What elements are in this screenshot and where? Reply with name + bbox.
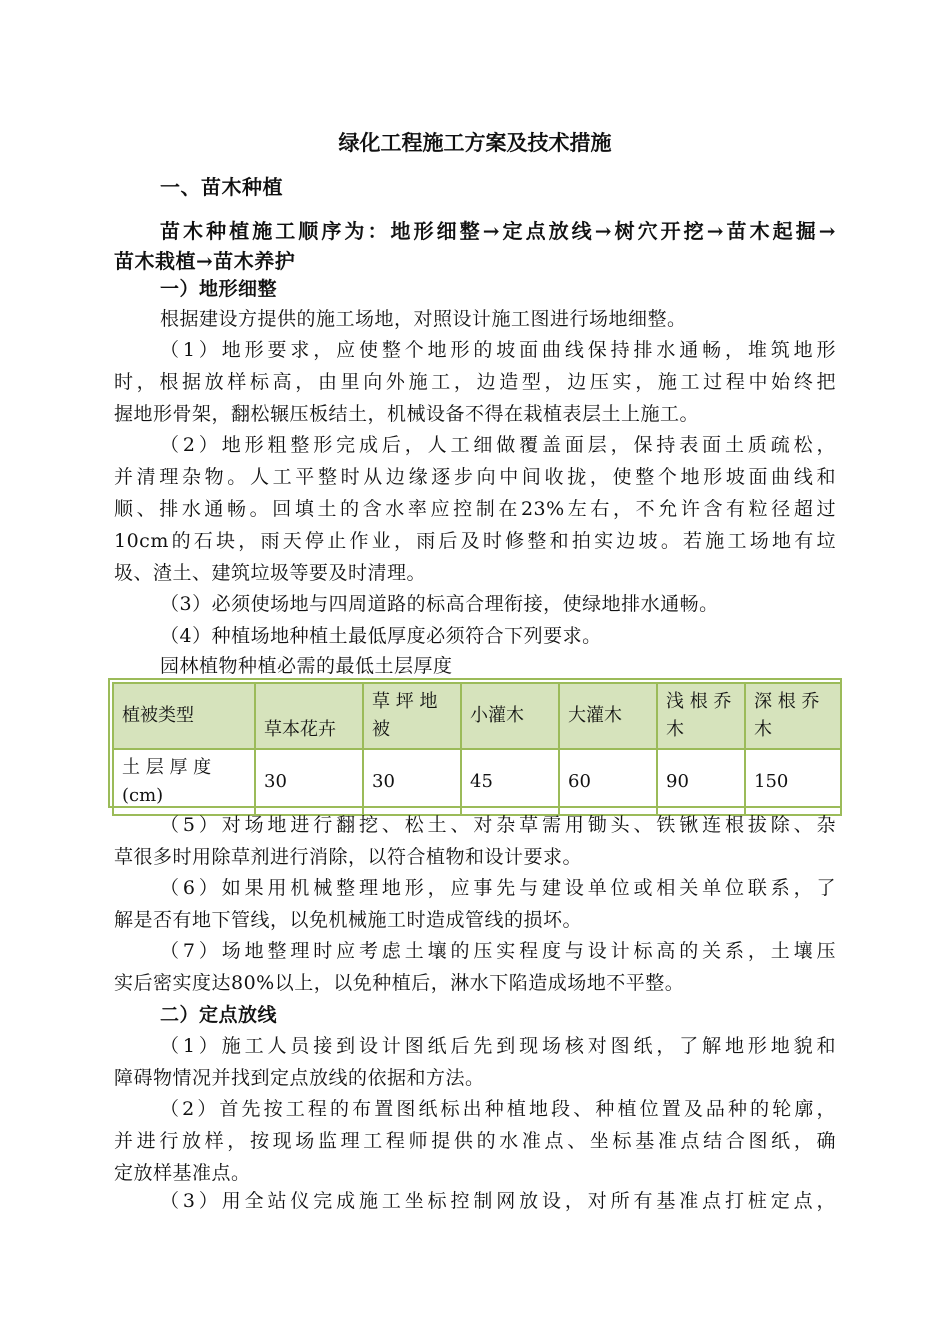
header-vegetation-type: 植被类型 [113,683,255,749]
header-small-shrub: 小灌木 [461,683,559,749]
table-caption: 园林植物种植必需的最低土层厚度 [160,655,453,677]
paragraph-2-line-4: 10cm的石块，雨天停止作业，雨后及时修整和拍实边坡。若施工场地有垃 [114,530,836,552]
paragraph-6-line-2: 解是否有地下管线，以免机械施工时造成管线的损坏。 [114,909,583,931]
stakeout-paragraph-2-line-1: （2）首先按工程的布置图纸标出种植地段、种植位置及品种的轮廓， [160,1098,836,1120]
paragraph-7-line-1: （7）场地整理时应考虑土壤的压实程度与设计标高的关系，土壤压 [160,940,836,962]
document-title: 绿化工程施工方案及技术措施 [338,130,612,155]
stakeout-paragraph-3-line-1: （3）用全站仪完成施工坐标控制网放设，对所有基准点打桩定点， [160,1190,836,1212]
paragraph-1-line-3: 握地形骨架，翻松辗压板结土，机械设备不得在栽植表层土上施工。 [114,403,700,425]
paragraph-2-line-5: 圾、渣土、建筑垃圾等要及时清理。 [114,562,427,584]
header-large-shrub: 大灌木 [559,683,657,749]
header-deep-root-tree: 深 根 乔 木 [745,683,841,749]
paragraph-2-line-1: （2）地形粗整形完成后，人工细做覆盖面层，保持表面土质疏松， [160,434,836,456]
header-lawn-cover: 草 坪 地 被 [363,683,461,749]
stakeout-paragraph-1-line-2: 障碍物情况并找到定点放线的依据和方法。 [114,1067,485,1089]
header-shallow-root-tree: 浅 根 乔 木 [657,683,745,749]
table-cell: 30 [363,749,461,815]
paragraph-7-line-2: 实后密实度达80%以上，以免种植后，淋水下陷造成场地不平整。 [114,972,685,994]
paragraph-2-line-2: 并清理杂物。人工平整时从边缘逐步向中间收拢，使整个地形坡面曲线和 [114,466,836,488]
table-header-row [113,683,841,749]
table-cell: 30 [255,749,363,815]
subsection-heading-terrain: 一）地形细整 [160,278,278,300]
paragraph-2-line-3: 顺、排水通畅。回填土的含水率应控制在23%左右，不允许含有粒径超过 [114,498,836,520]
paragraph-5-line-1: （5）对场地进行翻挖、松土、对杂草需用锄头、铁锹连根拔除、杂 [160,814,836,836]
table-cell: 45 [461,749,559,815]
paragraph-1-line-2: 时，根据放样标高，由里向外施工，边造型，边压实，施工过程中始终把 [114,371,836,393]
table-cell: 150 [745,749,841,815]
paragraph-5-line-2: 草很多时用除草剂进行消除，以符合植物和设计要求。 [114,846,583,868]
header-herbaceous-flowers: 草本花卉 [255,683,363,749]
paragraph-4: （4）种植场地种植土最低厚度必须符合下列要求。 [160,625,602,647]
planting-sequence-line-1: 苗木种植施工顺序为：地形细整→定点放线→树穴开挖→苗木起掘→ [160,219,836,243]
table-cell: 60 [559,749,657,815]
paragraph-1-line-1: （1）地形要求，应使整个地形的坡面曲线保持排水通畅，堆筑地形 [160,339,836,361]
stakeout-paragraph-2-line-2: 并进行放样，按现场监理工程师提供的水准点、坐标基准点结合图纸，确 [114,1130,836,1152]
paragraph-3: （3）必须使场地与四周道路的标高合理衔接，使绿地排水通畅。 [160,593,719,615]
paragraph-6-line-1: （6）如果用机械整理地形，应事先与建设单位或相关单位联系，了 [160,877,836,899]
section-heading-seedling-planting: 一、苗木种植 [160,175,283,199]
soil-thickness-table [112,682,842,816]
planting-sequence-line-2: 苗木栽植→苗木养护 [114,249,296,273]
table-cell: 90 [657,749,745,815]
paragraph-intro: 根据建设方提供的施工场地，对照设计施工图进行场地细整。 [160,308,687,330]
table-row [113,749,841,815]
stakeout-paragraph-2-line-3: 定放样基准点。 [114,1162,251,1184]
stakeout-paragraph-1-line-1: （1）施工人员接到设计图纸后先到现场核对图纸，了解地形地貌和 [160,1035,836,1057]
subsection-heading-stakeout: 二）定点放线 [160,1004,278,1026]
row-label-soil-thickness: 土 层 厚 度 (cm) [113,749,255,815]
